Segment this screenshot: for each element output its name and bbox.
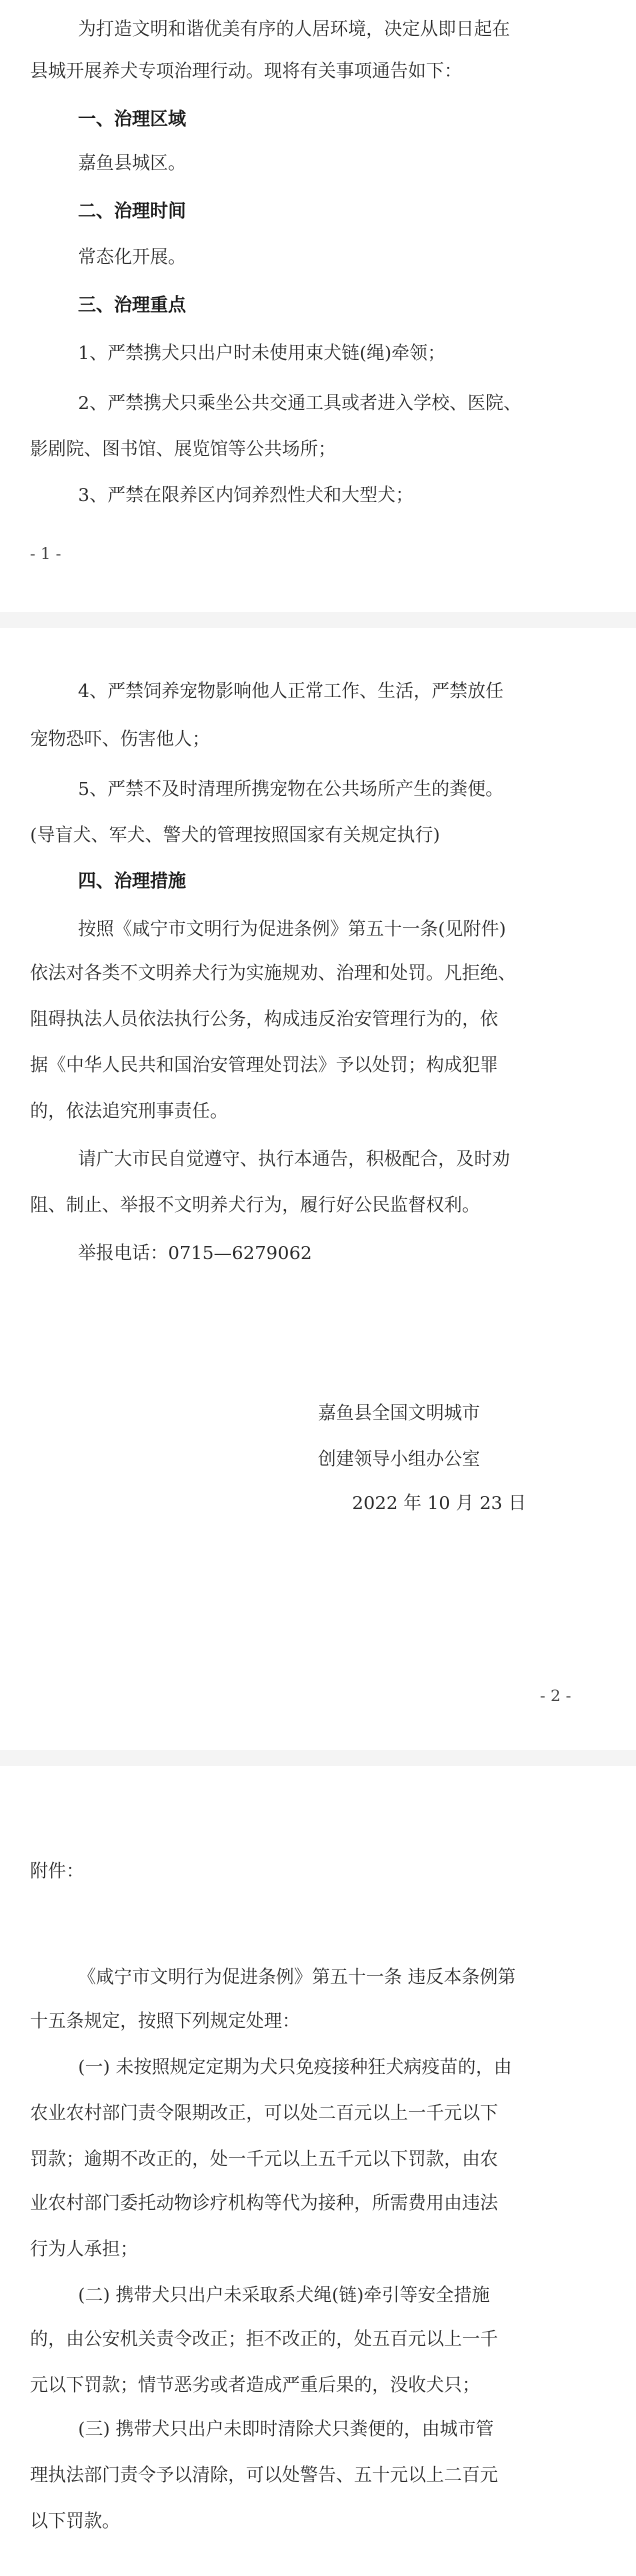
section-heading: 三、治理重点 [78,295,186,316]
text-line: 依法对各类不文明养犬行为实施规劝、治理和处罚。凡拒绝、 [30,963,516,984]
text-line: 影剧院、图书馆、展览馆等公共场所； [30,439,336,460]
document-page-1 [0,0,636,612]
text-line: 《咸宁市文明行为促进条例》第五十一条 违反本条例第 [78,1967,516,1988]
text-line: 罚款；逾期不改正的，处一千元以上五千元以下罚款，由农 [30,2149,498,2170]
signature-line: 2022 年 10 月 23 日 [352,1493,527,1514]
text-line: 农业农村部门责令限期改正，可以处二百元以上一千元以下 [30,2103,498,2124]
text-line: 的，由公安机关责令改正；拒不改正的，处五百元以上一千 [30,2329,498,2350]
text-line: 4、严禁饲养宠物影响他人正常工作、生活，严禁放任 [78,681,504,702]
text-line: 举报电话：0715—6279062 [78,1243,312,1264]
text-line: 嘉鱼县城区。 [78,153,186,174]
text-line: 元以下罚款；情节恶劣或者造成严重后果的，没收犬只； [30,2375,480,2396]
text-line: 阻、制止、举报不文明养犬行为，履行好公民监督权利。 [30,1195,480,1216]
text-line: (导盲犬、军犬、警犬的管理按照国家有关规定执行) [30,825,441,846]
text-line: 常态化开展。 [78,247,186,268]
page-number: - 2 - [540,1686,572,1705]
text-line: 理执法部门责令予以清除，可以处警告、五十元以上二百元 [30,2465,498,2486]
text-line: 为打造文明和谐优美有序的人居环境，决定从即日起在 [78,19,510,40]
text-line: 十五条规定，按照下列规定处理： [30,2011,300,2032]
text-line: 业农村部门委托动物诊疗机构等代为接种，所需费用由违法 [30,2193,498,2214]
text-line: 请广大市民自觉遵守、执行本通告，积极配合，及时劝 [78,1149,510,1170]
section-heading: 二、治理时间 [78,201,186,222]
text-line: 阻碍执法人员依法执行公务，构成违反治安管理行为的，依 [30,1009,498,1030]
section-heading: 四、治理措施 [78,871,186,892]
text-line: 5、严禁不及时清理所携宠物在公共场所产生的粪便。 [78,779,504,800]
text-line: (二) 携带犬只出户未采取系犬绳(链)牵引等安全措施 [78,2285,490,2306]
section-heading: 一、治理区域 [78,109,186,130]
text-line: 行为人承担； [30,2239,138,2260]
text-line: 3、严禁在限养区内饲养烈性犬和大型犬； [78,485,414,506]
text-line: 按照《咸宁市文明行为促进条例》第五十一条(见附件) [78,919,507,940]
text-line: 的，依法追究刑事责任。 [30,1101,228,1122]
text-line: (一) 未按照规定定期为犬只免疫接种狂犬病疫苗的，由 [78,2057,512,2078]
text-line: 据《中华人民共和国治安管理处罚法》予以处罚；构成犯罪 [30,1055,498,1076]
signature-line: 嘉鱼县全国文明城市 [318,1403,480,1424]
document-page-3 [0,1766,636,2576]
text-line: 宠物恐吓、伤害他人； [30,729,210,750]
text-line: (三) 携带犬只出户未即时清除犬只粪便的，由城市管 [78,2419,494,2440]
text-line: 附件： [30,1861,84,1882]
text-line: 2、严禁携犬只乘坐公共交通工具或者进入学校、医院、 [78,393,522,414]
signature-line: 创建领导小组办公室 [318,1449,480,1470]
text-line: 以下罚款。 [30,2511,120,2532]
text-line: 县城开展养犬专项治理行动。现将有关事项通告如下： [30,61,462,82]
document-page-2 [0,628,636,1750]
text-line: 1、严禁携犬只出户时未使用束犬链(绳)牵领； [78,343,446,364]
page-number: - 1 - [30,544,62,563]
